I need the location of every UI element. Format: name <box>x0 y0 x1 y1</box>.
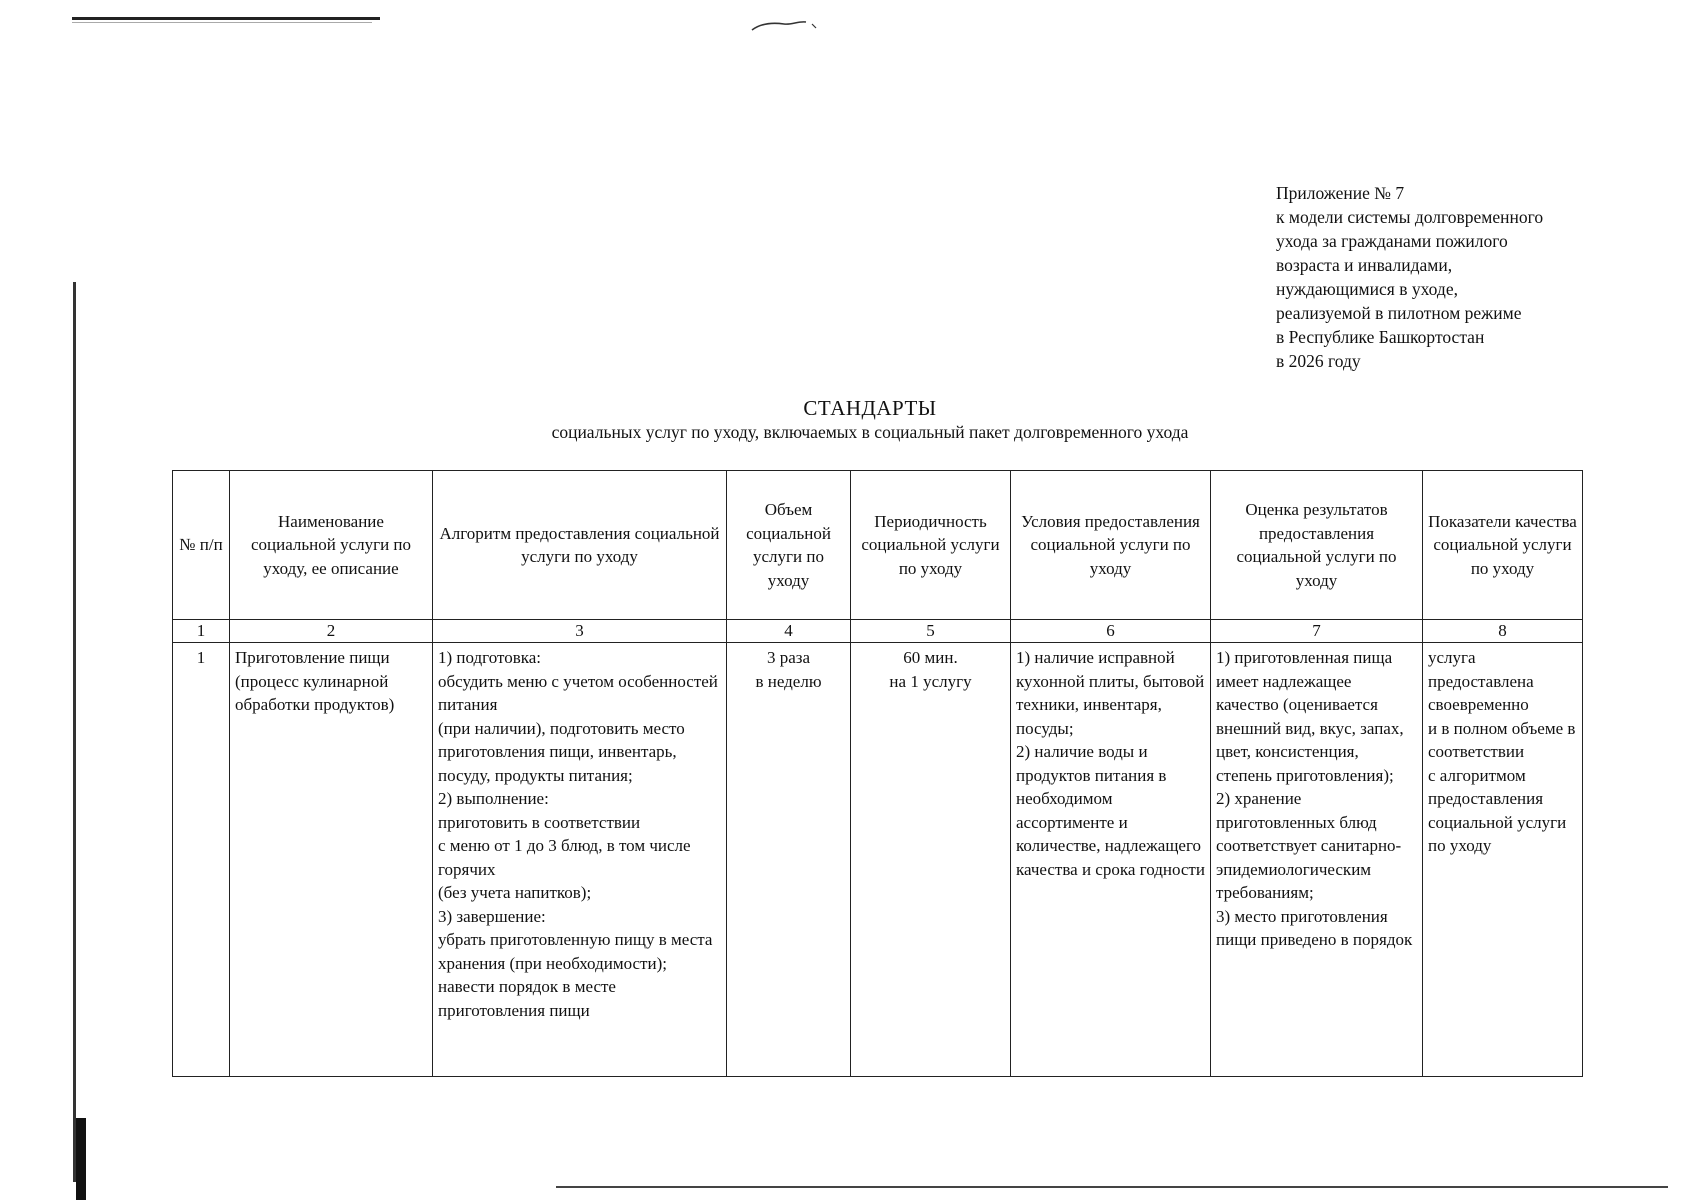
volume-line: в неделю <box>755 671 822 691</box>
service-algorithm <box>433 643 727 1077</box>
scan-artifact-line <box>72 22 372 23</box>
document-subtitle: социальных услуг по уходу, включаемых в социальный пакет долговременного ухода <box>551 422 1189 442</box>
service-conditions <box>1011 643 1211 1077</box>
evaluation-line: 1) приготовленная пища имеет надлежащее качество (оценивается внешний вид, вкус, запах, цвет, консистенция, степень приготовления); <box>1216 648 1404 785</box>
service-name: Приготовление пищи (процесс кулинарной обработки продуктов) <box>230 643 433 1077</box>
column-number: 5 <box>851 620 1011 643</box>
header-periodicity: Периодичность социальной услуги по уходу <box>851 471 1011 620</box>
service-quality <box>1423 643 1583 1077</box>
column-number: 1 <box>173 620 230 643</box>
standards-table <box>172 470 1583 1077</box>
evaluation-line: 3) место приготовления пищи приведено в порядок <box>1216 906 1413 949</box>
document-title: СТАНДАРТЫ <box>803 396 937 420</box>
conditions-line: 1) наличие исправной кухонной плиты, бытовой техники, инвентаря, посуды; <box>1016 648 1205 738</box>
algorithm-line: навести порядок в месте приготовления пищи <box>438 977 616 1020</box>
conditions-line: 2) наличие воды и продуктов питания в необходимом ассортименте и количестве, надлежащего качества и срока годности <box>1016 742 1205 879</box>
scan-artifact-line <box>72 17 380 20</box>
appendix-line: к модели системы долговременного <box>1276 207 1544 227</box>
header-number: № п/п <box>173 471 230 620</box>
column-number: 2 <box>230 620 433 643</box>
service-evaluation <box>1211 643 1423 1077</box>
algorithm-line: обсудить меню с учетом особенностей питания <box>438 671 718 714</box>
appendix-line: реализуемой в пилотном режиме <box>1276 303 1522 323</box>
quality-line: и в полном объеме в соответствии <box>1428 718 1576 761</box>
periodicity-line: на 1 услугу <box>889 671 972 691</box>
scan-artifact-line <box>556 1186 1668 1188</box>
header-evaluation: Оценка результатов предоставления социальной услуги по уходу <box>1211 471 1423 620</box>
volume-line: 3 раза <box>766 648 811 667</box>
table-header-row <box>173 471 1583 620</box>
algorithm-line: 1) подготовка: <box>438 648 541 667</box>
algorithm-line: убрать приготовленную пищу в места хранения (при необходимости); <box>438 930 713 973</box>
quality-line: услуга предоставлена своевременно <box>1428 648 1534 714</box>
appendix-line: в 2026 году <box>1276 351 1361 371</box>
service-periodicity <box>851 643 1011 1077</box>
algorithm-line: приготовить в соответствии <box>438 812 641 832</box>
algorithm-line: 3) завершение: <box>438 906 546 926</box>
service-volume <box>727 643 851 1077</box>
appendix-line: Приложение № 7 <box>1276 183 1405 203</box>
column-number-row <box>173 620 1583 643</box>
header-quality: Показатели качества социальной услуги по уходу <box>1423 471 1583 620</box>
algorithm-line: (без учета напитков); <box>438 883 592 902</box>
periodicity-line: 60 мин. <box>903 648 958 667</box>
appendix-line: возраста и инвалидами, <box>1276 255 1453 275</box>
quality-line: с алгоритмом предоставления социальной услуги по уходу <box>1428 765 1567 855</box>
algorithm-line: 2) выполнение: <box>438 789 549 808</box>
appendix-line: нуждающимися в уходе, <box>1276 279 1458 299</box>
appendix-line: ухода за гражданами пожилого <box>1276 231 1508 251</box>
column-number: 7 <box>1211 620 1423 643</box>
scan-artifact-mark <box>750 18 820 32</box>
appendix-line: в Республике Башкортостан <box>1276 327 1485 347</box>
header-volume: Объем социальной услуги по уходу <box>727 471 851 620</box>
appendix-reference <box>1276 181 1616 373</box>
row-number: 1 <box>173 643 230 1077</box>
header-service-name: Наименование социальной услуги по уходу, ее описание <box>230 471 433 620</box>
header-conditions: Условия предоставления социальной услуги по уходу <box>1011 471 1211 620</box>
algorithm-line: (при наличии), подготовить место приготовления пищи, инвентарь, посуду, продукты питания; <box>438 718 685 785</box>
column-number: 6 <box>1011 620 1211 643</box>
algorithm-line: с меню от 1 до 3 блюд, в том числе горячих <box>438 836 691 879</box>
column-number: 8 <box>1423 620 1583 643</box>
column-number: 3 <box>433 620 727 643</box>
scan-artifact-edge <box>76 1118 86 1200</box>
column-number: 4 <box>727 620 851 643</box>
header-algorithm: Алгоритм предоставления социальной услуги по уходу <box>433 471 727 620</box>
table-row <box>173 643 1583 1077</box>
evaluation-line: 2) хранение приготовленных блюд соответствует санитарно-эпидемиологическим требованиям; <box>1216 789 1402 902</box>
